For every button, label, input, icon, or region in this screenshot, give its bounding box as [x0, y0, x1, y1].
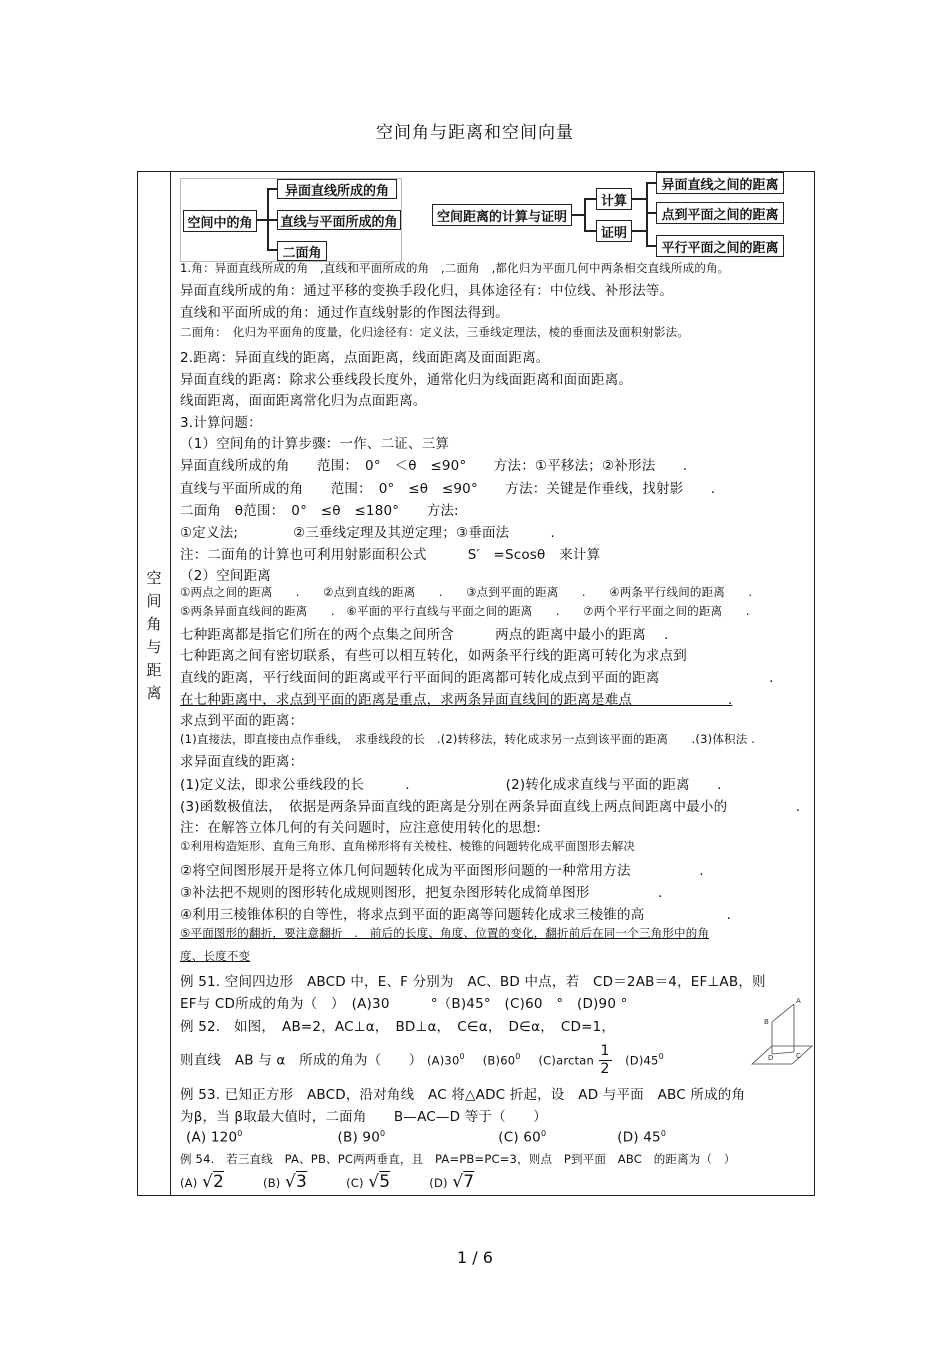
text-line: 异面直线的距离：除求公垂线段长度外，通常化归为线面距离和面面距离。 [180, 372, 633, 388]
text-line: 二面角 θ范围： 0° ≤θ ≤180° 方法: [180, 503, 459, 519]
ex54-option-c: (C) [346, 1176, 364, 1190]
text-line: （1）空间角的计算步骤：一作、二证、三算 [180, 436, 450, 452]
text-line: 例 52. 如图， AB=2，AC⊥α， BD⊥α， C∈α， D∈α， CD=1， [180, 1019, 616, 1035]
distance-item-box: 平行平面之间的距离 [656, 235, 784, 257]
angle-item-box: 直线与平面所成的角 [277, 210, 401, 230]
ex53-option-b: (B) 90 [337, 1129, 380, 1146]
text-line: 1.角：异面直线所成的角 ,直线和平面所成的角 ,二面角 ,都化归为平面几何中两条相交直线所成的角。 [180, 261, 730, 275]
text-line: ⑤平面图形的翻折，要注意翻折 . 前后的长度、角度、位置的变化，翻折前后在同一个三角形中的角 [180, 926, 710, 940]
connector [632, 230, 646, 232]
text-line: ①两点之间的距离 . ②点到直线的距离 . ③点到平面的距离 . ④两条平行线间的距离 . [180, 585, 753, 599]
ex53-option-c: (C) 60 [498, 1129, 541, 1146]
text-line: EF与 CD所成的角为（ ） (A)30 °（B)45° (C)60 ° (D)90 ° [180, 996, 628, 1012]
ex52-stem: 则直线 AB 与 α 所成的角为（ ） [180, 1052, 423, 1069]
text-line: 注：二面角的计算也可利用射影面积公式 S′ =Scosθ 来计算 [180, 547, 601, 563]
side-char: 空 [146, 569, 162, 587]
ex52-option-a: (A)30 [426, 1053, 460, 1068]
text-line: ③补法把不规则的图形转化成规则图形，把复杂图形转化成简单图形 . [180, 885, 663, 901]
sqrt-icon: √ [452, 1172, 464, 1192]
text-line: 例 51. 空间四边形 ABCD 中，E、F 分别为 AC、BD 中点，若 CD＝2AB＝4，EF⊥AB，则 [180, 974, 766, 990]
fraction [599, 1043, 612, 1078]
text-line: 异面直线所成的角 范围： 0° ＜θ ≤90° 方法：①平移法；②补形法 . [180, 458, 688, 474]
angle-item-box: 二面角 [277, 241, 327, 261]
connector [267, 249, 277, 251]
ex54-option-a: (A) [180, 1176, 198, 1190]
degree-mark: 0 [515, 1052, 521, 1061]
connector [646, 245, 656, 247]
side-char: 离 [146, 684, 162, 702]
distance-root-box: 空间距离的计算与证明 [432, 204, 572, 226]
degree-mark: 0 [660, 1129, 667, 1138]
page-number: 1 / 6 [457, 1248, 493, 1267]
ex52-option-d: (D)45 [625, 1053, 659, 1068]
side-char: 与 [146, 638, 162, 656]
text-line: 二面角： 化归为平面角的度量，化归途径有：定义法，三垂线定理法，棱的垂面法及面积射影法。 [180, 325, 690, 339]
figure-label: A [796, 997, 801, 1005]
text-line: （2）空间距离 [180, 568, 271, 584]
figure-label: D [768, 1054, 774, 1062]
text-line: ②将空间图形展开是将立体几何问题转化成为平面图形问题的一种常用方法 . [180, 863, 704, 879]
sqrt-value: 5 [379, 1172, 391, 1192]
text-line: ④利用三棱锥体积的自等性，将求点到平面的距离等问题转化成求三棱锥的高 . [180, 907, 732, 923]
side-char: 角 [146, 615, 162, 633]
sqrt-value: 2 [213, 1172, 225, 1192]
text-line: 2.距离：异面直线的距离，点面距离，线面距离及面面距离。 [180, 350, 550, 366]
connector [584, 198, 586, 230]
ex53-option-a: (A) 120 [186, 1129, 238, 1146]
degree-mark: 0 [658, 1052, 664, 1061]
text-line: 七种距离都是指它们所在的两个点集之间所含 两点的距离中最小的距离 . [180, 627, 669, 643]
degree-mark: 0 [237, 1129, 243, 1138]
ex52-option-c: (C)arctan [538, 1053, 594, 1068]
text-line: 直线的距离，平行线面间的距离或平行平面间的距离都可转化成点到平面的距离 . [180, 670, 774, 686]
distance-mid-box: 计算 [596, 188, 632, 210]
text-line: ⑤两条异面直线间的距离 . ⑥平面的平行直线与平面之间的距离 . ⑦两个平行平面之间的距离 . [180, 604, 750, 618]
distance-mid-box: 证明 [596, 220, 632, 242]
sqrt-icon: √ [285, 1172, 297, 1192]
distance-item-box: 异面直线之间的距离 [656, 172, 784, 194]
degree-mark: 0 [380, 1129, 386, 1138]
degree-mark: 0 [459, 1052, 465, 1061]
text-line: (1)直接法，即直接由点作垂线， 求垂线段的长 .(2)转移法，转化成求另一点到该平面的距离 .(3)体积法 . [180, 732, 756, 746]
connector [646, 212, 656, 214]
sqrt-icon: √ [368, 1172, 380, 1192]
text-line: 直线与平面所成的角 范围： 0° ≤θ ≤90° 方法：关键是作垂线，找射影 . [180, 481, 716, 497]
degree-mark: 0 [540, 1129, 547, 1138]
ex53-options [186, 1129, 666, 1146]
ex54-option-d: (D) [429, 1176, 448, 1190]
text-line: 注：在解答立体几何的有关问题时，应注意使用转化的思想: [180, 820, 541, 836]
text-line: 例 54. 若三直线 PA、PB、PC两两垂直，且 PA=PB=PC=3，则点 P到平面 ABC 的距离为（ ） [180, 1152, 736, 1166]
connector [257, 219, 267, 221]
text-line: ①利用构造矩形、直角三角形、直角梯形将有关棱柱、棱锥的问题转化成平面图形去解决 [180, 839, 636, 853]
text-line: 求点到平面的距离： [180, 713, 304, 729]
distance-item-box: 点到平面之间的距离 [656, 202, 784, 224]
content-table [137, 171, 815, 1196]
figure-label: C [796, 1052, 801, 1060]
text-line: 3.计算问题： [180, 415, 262, 431]
ex54-option-b: (B) [263, 1176, 281, 1190]
ex52-options [180, 1043, 664, 1078]
text-line: 度、长度不变 [180, 949, 251, 963]
side-char: 间 [146, 592, 162, 610]
text-line: 为β，当 β取最大值时，二面角 B—AC—D 等于（ ） [180, 1109, 547, 1125]
connector [267, 219, 277, 221]
text-line: 异面直线所成的角：通过平移的变换手段化归，具体途径有：中位线、补形法等。 [180, 283, 674, 299]
text-line: 直线和平面所成的角：通过作直线射影的作图法得到。 [180, 305, 509, 321]
sqrt-value: 3 [296, 1172, 308, 1192]
text-line: 线面距离，面面距离常化归为点面距离。 [180, 393, 427, 409]
side-char: 距 [146, 661, 162, 679]
figure-label: B [764, 1018, 769, 1026]
connector [646, 182, 648, 246]
side-label-column [138, 172, 171, 1195]
connector [646, 182, 656, 184]
connector [572, 214, 584, 216]
page-title: 空间角与距离和空间向量 [376, 123, 574, 143]
connector [584, 230, 596, 232]
ex52-figure [748, 994, 814, 1074]
connector [267, 188, 277, 190]
fraction-den: 2 [600, 1061, 610, 1077]
ex52-option-b: (B)60 [482, 1053, 516, 1068]
connector [584, 198, 596, 200]
fraction-num: 1 [600, 1043, 610, 1059]
angle-diagram [180, 178, 402, 262]
ex54-options [180, 1172, 474, 1192]
sqrt-icon: √ [201, 1172, 213, 1192]
text-line: 求异面直线的距离： [180, 754, 304, 770]
text-line: 七种距离之间有密切联系，有些可以相互转化，如两条平行线的距离可转化为求点到 [180, 648, 687, 664]
side-label [138, 567, 170, 705]
connector [632, 198, 646, 200]
angle-item-box: 异面直线所成的角 [277, 179, 397, 199]
angle-root-box: 空间中的角 [183, 210, 257, 232]
sqrt-value: 7 [463, 1172, 475, 1192]
text-line: 例 53. 已知正方形 ABCD，沿对角线 AC 将△ADC 折起，设 AD 与平面 ABC 所成的角 [180, 1087, 746, 1103]
text-line: ①定义法; ②三垂线定理及其逆定理；③垂面法 . [180, 525, 555, 541]
distance-diagram [432, 172, 812, 258]
ex53-option-d: (D) 45 [617, 1129, 661, 1146]
text-line: (1)定义法，即求公垂线段的长 . (2)转化成求直线与平面的距离 . [180, 777, 722, 793]
text-line: (3)函数极值法， 依据是两条异面直线的距离是分别在两条异面直线上两点间距离中最小的 . [180, 799, 801, 815]
text-line: 在七种距离中，求点到平面的距离是重点，求两条异面直线间的距离是难点 . [180, 692, 733, 708]
